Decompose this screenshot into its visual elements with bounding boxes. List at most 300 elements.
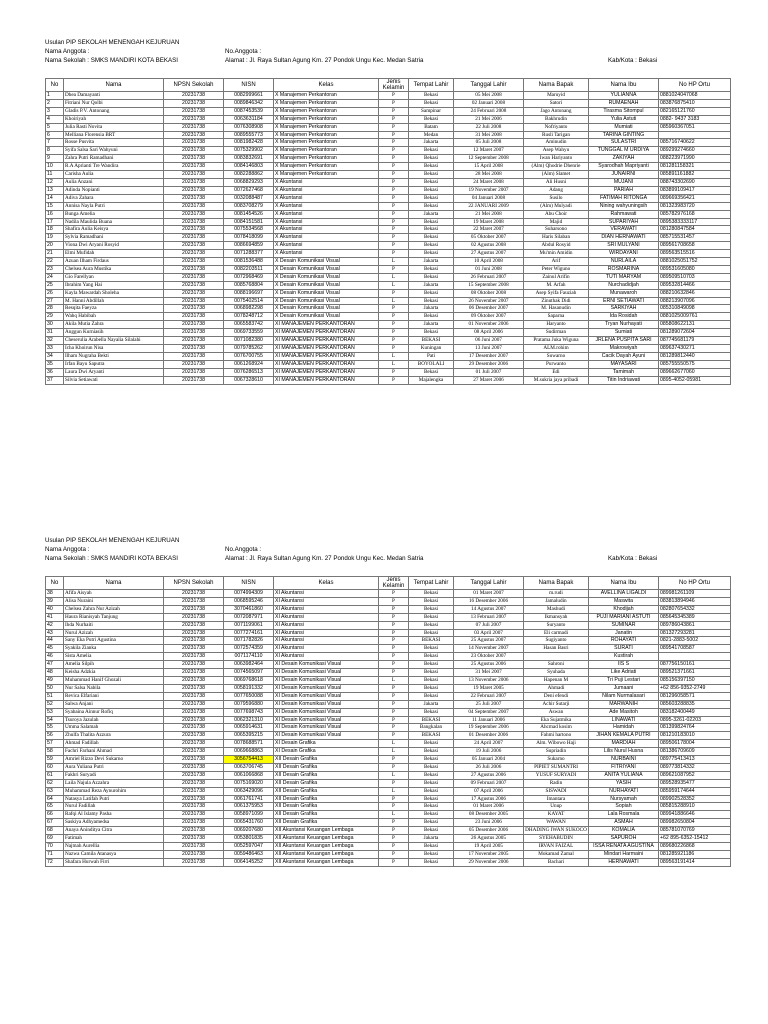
jenis-kelamin-cell: P xyxy=(379,289,409,297)
form-title: Usulan PIP SEKOLAH MENENGAH KEJURUAN xyxy=(45,537,180,544)
no-hp-cell: 085715531457 xyxy=(659,234,731,242)
nisn-cell: 0063706745 xyxy=(224,763,274,771)
npsn-cell: 20231738 xyxy=(164,155,224,163)
npsn-cell: 20231738 xyxy=(164,194,224,202)
nama-bapak-cell: Pratama Juka Wiguna xyxy=(524,337,589,345)
npsn-cell: 20231738 xyxy=(164,787,224,795)
tempat-lahir-cell: Bekasi xyxy=(409,771,454,779)
kelas-cell: XI Desain Komunikasi Visual xyxy=(274,676,379,684)
nama-cell: Anaya Aninditya Citra xyxy=(64,827,164,835)
jenis-kelamin-cell: L xyxy=(379,273,409,281)
jenis-kelamin-cell: P xyxy=(379,756,409,764)
table-row xyxy=(46,621,731,629)
nama-ibu-cell: KOMALIA xyxy=(589,827,659,835)
kelas-cell: XI Desain Komunikasi Visual xyxy=(274,732,379,740)
nama-ibu-cell: Nining wahyuningsih xyxy=(589,202,659,210)
nama-bapak-cell: Alm. Wibowo Haji xyxy=(524,740,589,748)
kelas-cell: XI MANAJEMEN PERKANTORAN xyxy=(274,345,379,353)
table-row xyxy=(46,653,731,661)
nisn-cell: 0071174110 xyxy=(224,653,274,661)
table-header-row xyxy=(46,79,731,92)
no-cell: 19 xyxy=(46,234,64,242)
no-hp-cell: 085808622131 xyxy=(659,321,731,329)
nisn-cell: 0075169020 xyxy=(224,779,274,787)
table-row xyxy=(46,629,731,637)
nama-bapak-cell: Ikmansyah xyxy=(524,613,589,621)
tanggal-lahir-cell: 24 Februari 2008 xyxy=(454,107,524,115)
tanggal-lahir-cell: 05 Oktober 2007 xyxy=(454,234,524,242)
kelas-cell: XII Desain Grafika xyxy=(274,787,379,795)
nama-anggota-label: Nama Anggota : xyxy=(45,48,90,55)
jenis-kelamin-cell: P xyxy=(379,202,409,210)
nama-bapak-cell: SYEHABUDIN xyxy=(524,835,589,843)
nama-ibu-cell: Tryan Nurhayati xyxy=(589,321,659,329)
kelas-cell: X Manajemen Perkantoran xyxy=(274,155,379,163)
tempat-lahir-cell: Bangkalan xyxy=(409,724,454,732)
nisn-cell: 0083708279 xyxy=(224,202,274,210)
tanggal-lahir-cell: 01 Juli 2007 xyxy=(454,368,524,376)
nama-ibu-cell: Tamimah xyxy=(589,368,659,376)
tempat-lahir-cell: Bekasi xyxy=(409,629,454,637)
no-hp-cell: 081281158321 xyxy=(659,163,731,171)
table-row xyxy=(46,337,731,345)
npsn-cell: 20231738 xyxy=(164,171,224,179)
nama-bapak-cell: (Alm) Mulyadi xyxy=(524,202,589,210)
nama-cell: Ihda Nurhaiti xyxy=(64,621,164,629)
kelas-cell: X Akuntansi xyxy=(274,210,379,218)
nama-ibu-cell: JIHAN KEMALA PUTRI xyxy=(589,732,659,740)
no-hp-cell: 0881024047068 xyxy=(659,92,731,100)
nisn-cell: 0083832691 xyxy=(224,155,274,163)
nama-cell: Icha Khoirun Nisa xyxy=(64,345,164,353)
tanggal-lahir-cell: 11 Januari 2006 xyxy=(454,716,524,724)
no-hp-cell: 085755550575 xyxy=(659,360,731,368)
tempat-lahir-cell: BEKASI xyxy=(409,337,454,345)
nama-ibu-cell: SUPARIYAH xyxy=(589,218,659,226)
no-cell: 4 xyxy=(46,115,64,123)
jenis-kelamin-cell: P xyxy=(379,858,409,866)
nama-ibu-cell: HERNAWATI xyxy=(589,858,659,866)
nama-cell: Nurul Fadillah xyxy=(64,803,164,811)
jenis-kelamin-cell: L xyxy=(379,297,409,305)
nama-ibu-cell: DIAN HERNAWATI xyxy=(589,234,659,242)
table-row xyxy=(46,605,731,613)
nama-bapak-cell: Deni efendi xyxy=(524,692,589,700)
kelas-cell: XII Desain Grafika xyxy=(274,756,379,764)
tempat-lahir-cell: Bekasi xyxy=(409,708,454,716)
tempat-lahir-cell: Bekasi xyxy=(409,297,454,305)
nama-ibu-cell: Rahmawati xyxy=(589,210,659,218)
nisn-cell: 0086694859 xyxy=(224,242,274,250)
tempat-lahir-cell: Pati xyxy=(409,352,454,360)
table-row xyxy=(46,202,731,210)
tanggal-lahir-cell: 14 November 2007 xyxy=(454,645,524,653)
col-nisn-header: NISN xyxy=(224,79,274,92)
tanggal-lahir-cell: 14 Agustus 2007 xyxy=(454,605,524,613)
nisn-cell: 0063631184 xyxy=(224,115,274,123)
jenis-kelamin-cell: P xyxy=(379,147,409,155)
no-hp-cell: 081399824764 xyxy=(659,724,731,732)
kelas-cell: XI Desain Komunikasi Visual xyxy=(274,669,379,677)
nama-bapak-cell: Edi xyxy=(524,368,589,376)
tempat-lahir-cell: BOYOLALI xyxy=(409,360,454,368)
nama-bapak-cell: Achir Sutarji xyxy=(524,700,589,708)
tempat-lahir-cell: Majalengka xyxy=(409,376,454,384)
table-header-row xyxy=(46,577,731,590)
nama-cell: Zahra Putri Ramadhani xyxy=(64,155,164,163)
table-row xyxy=(46,234,731,242)
nisn-cell: 0088196697 xyxy=(224,289,274,297)
no-cell: 37 xyxy=(46,376,64,384)
table-row xyxy=(46,669,731,677)
no-cell: 11 xyxy=(46,171,64,179)
col-nama-header: Nama xyxy=(64,577,164,590)
kelas-cell: X Manajemen Perkantoran xyxy=(274,99,379,107)
tempat-lahir-cell: BEKASI xyxy=(409,716,454,724)
nama-ibu-cell: Nurchadidjah xyxy=(589,281,659,289)
no-cell: 64 xyxy=(46,795,64,803)
table-row xyxy=(46,250,731,258)
nama-bapak-cell: Eka Sujatmika xyxy=(524,716,589,724)
jenis-kelamin-cell: P xyxy=(379,613,409,621)
npsn-cell: 20231738 xyxy=(164,163,224,171)
table-row xyxy=(46,289,731,297)
nama-ibu-cell: MAYASARI xyxy=(589,360,659,368)
tanggal-lahir-cell: 02 Agustus 2008 xyxy=(454,242,524,250)
table-row xyxy=(46,210,731,218)
kelas-cell: X Desain Komunikasi Visual xyxy=(274,289,379,297)
jenis-kelamin-cell: P xyxy=(379,850,409,858)
tanggal-lahir-cell: 04 Januari 2008 xyxy=(454,194,524,202)
tanggal-lahir-cell: 29 November 2006 xyxy=(454,858,524,866)
table-row xyxy=(46,708,731,716)
nama-cell: Cheserulia Arabella Nayalia Silalahi xyxy=(64,337,164,345)
no-hp-cell: 081327293281 xyxy=(659,629,731,637)
npsn-cell: 20231738 xyxy=(164,637,224,645)
nama-bapak-cell: Zinuthak Didi xyxy=(524,297,589,305)
no-hp-cell: 085782976168 xyxy=(659,210,731,218)
tanggal-lahir-cell: 25 Agustus 2007 xyxy=(454,637,524,645)
jenis-kelamin-cell: P xyxy=(379,724,409,732)
npsn-cell: 20231738 xyxy=(164,250,224,258)
nama-cell: Carisha Aulia xyxy=(64,171,164,179)
no-cell: 34 xyxy=(46,352,64,360)
npsn-cell: 20231738 xyxy=(164,99,224,107)
nisn-cell: 0077650088 xyxy=(224,692,274,700)
table-row xyxy=(46,352,731,360)
col-no-header: No xyxy=(46,577,64,590)
no-cell: 52 xyxy=(46,700,64,708)
tanggal-lahir-cell: 03 April 2007 xyxy=(454,629,524,637)
npsn-cell: 20231738 xyxy=(164,827,224,835)
nisn-cell: 0062321310 xyxy=(224,716,274,724)
jenis-kelamin-cell: P xyxy=(379,107,409,115)
npsn-cell: 20231738 xyxy=(164,661,224,669)
nama-bapak-cell: Asep Syifa Fauziah xyxy=(524,289,589,297)
tempat-lahir-cell: Bekasi xyxy=(409,858,454,866)
jenis-kelamin-cell: P xyxy=(379,597,409,605)
tempat-lahir-cell: Bekasi xyxy=(409,653,454,661)
nama-cell: Adiva Zahara xyxy=(64,194,164,202)
tempat-lahir-cell: Bekasi xyxy=(409,147,454,155)
no-hp-cell: 089786043861 xyxy=(659,621,731,629)
npsn-cell: 20231738 xyxy=(164,297,224,305)
jenis-kelamin-cell: L xyxy=(379,771,409,779)
nama-ibu-cell: WIRDAYANI xyxy=(589,250,659,258)
table-row xyxy=(46,637,731,645)
nama-cell: Chelsea Aura Mustika xyxy=(64,265,164,273)
no-cell: 24 xyxy=(46,273,64,281)
no-cell: 72 xyxy=(46,858,64,866)
no-cell: 28 xyxy=(46,305,64,313)
tempat-lahir-cell: Bekasi xyxy=(409,115,454,123)
tempat-lahir-cell: Batam xyxy=(409,123,454,131)
no-cell: 61 xyxy=(46,771,64,779)
npsn-cell: 20231738 xyxy=(164,716,224,724)
kelas-cell: X Manajemen Perkantoran xyxy=(274,163,379,171)
no-cell: 31 xyxy=(46,329,64,337)
nisn-cell: 0082288862 xyxy=(224,171,274,179)
tanggal-lahir-cell: 07 April 2006 xyxy=(454,787,524,795)
nisn-cell: 0089846342 xyxy=(224,99,274,107)
tempat-lahir-cell: Bekasi xyxy=(409,242,454,250)
nama-ibu-cell: Kustirah xyxy=(589,653,659,661)
kelas-cell: X Akuntansi xyxy=(274,194,379,202)
nisn-cell: 0065583742 xyxy=(224,321,274,329)
no-cell: 38 xyxy=(46,590,64,598)
nisn-cell: 0064145252 xyxy=(224,858,274,866)
no-cell: 1 xyxy=(46,92,64,100)
nama-cell: Nazwa Camila Atanasya xyxy=(64,850,164,858)
no-hp-cell: 089563515516 xyxy=(659,250,731,258)
nama-ibu-cell: FITRIYANI xyxy=(589,763,659,771)
jenis-kelamin-cell: P xyxy=(379,139,409,147)
table-row xyxy=(46,843,731,851)
col-no-hp-header: No HP Ortu xyxy=(659,577,731,590)
tempat-lahir-cell: Bekasi xyxy=(409,605,454,613)
no-hp-cell: 081386709609 xyxy=(659,748,731,756)
nama-cell: Dhea Damayanti xyxy=(64,92,164,100)
tempat-lahir-cell: Bekasi xyxy=(409,669,454,677)
nisn-cell: 0085768804 xyxy=(224,281,274,289)
nisn-cell: 0065914631 xyxy=(224,724,274,732)
table-row xyxy=(46,645,731,653)
nama-sekolah-label: Nama Sekolah : SMKS MANDIRI KOTA BEKASI xyxy=(45,57,178,64)
nisn-cell: 0069207680 xyxy=(224,827,274,835)
table-row xyxy=(46,779,731,787)
npsn-cell: 20231738 xyxy=(164,360,224,368)
npsn-cell: 20231738 xyxy=(164,305,224,313)
tanggal-lahir-cell: 21 Mei 2006 xyxy=(454,115,524,123)
nama-ibu-cell: ASMAH xyxy=(589,819,659,827)
nisn-cell: 0072087971 xyxy=(224,613,274,621)
jenis-kelamin-cell: P xyxy=(379,305,409,313)
kelas-cell: XII Desain Grafika xyxy=(274,803,379,811)
nama-bapak-cell: Unup xyxy=(524,803,589,811)
jenis-kelamin-cell: P xyxy=(379,803,409,811)
npsn-cell: 20231738 xyxy=(164,376,224,384)
table-row xyxy=(46,305,731,313)
nisn-cell: 0071082380 xyxy=(224,337,274,345)
no-hp-cell: 085603288835 xyxy=(659,700,731,708)
nisn-cell: 0075534568 xyxy=(224,226,274,234)
npsn-cell: 20231738 xyxy=(164,748,224,756)
tempat-lahir-cell: Bekasi xyxy=(409,597,454,605)
no-hp-cell: 089563191414 xyxy=(659,858,731,866)
table-row xyxy=(46,360,731,368)
nisn-cell: 0067328610 xyxy=(224,376,274,384)
nama-ibu-cell: Hamidah xyxy=(589,724,659,732)
nama-bapak-cell: Ahcmad kosim xyxy=(524,724,589,732)
nama-bapak-cell: Ahmadi xyxy=(524,684,589,692)
no-hp-cell: 089561708658 xyxy=(659,242,731,250)
npsn-cell: 20231738 xyxy=(164,218,224,226)
nama-ibu-cell: Lala Rosmala xyxy=(589,811,659,819)
no-hp-cell: 089981261109 xyxy=(659,590,731,598)
nama-bapak-cell: Sudirman xyxy=(524,329,589,337)
npsn-cell: 20231738 xyxy=(164,178,224,186)
nama-bapak-cell: M.sukria jaya pribadi xyxy=(524,376,589,384)
nama-cell: R.A Aprianti Tre Wandira xyxy=(64,163,164,171)
table-row xyxy=(46,273,731,281)
no-hp-cell: 089521371661 xyxy=(659,669,731,677)
tanggal-lahir-cell: 09 Oktober 2007 xyxy=(454,313,524,321)
table-row xyxy=(46,186,731,194)
no-cell: 5 xyxy=(46,123,64,131)
nama-bapak-cell: Abu Choir xyxy=(524,210,589,218)
tempat-lahir-cell: Bekasi xyxy=(409,748,454,756)
npsn-cell: 20231738 xyxy=(164,732,224,740)
nisn-cell: 0078248712 xyxy=(224,313,274,321)
no-hp-cell: 082165121760 xyxy=(659,107,731,115)
tempat-lahir-cell: Bekasi xyxy=(409,645,454,653)
tanggal-lahir-cell: 31 Mei 2007 xyxy=(454,669,524,677)
jenis-kelamin-cell: P xyxy=(379,265,409,273)
kelas-cell: X Akuntansi xyxy=(274,250,379,258)
tanggal-lahir-cell: 31 Mei 2008 xyxy=(454,131,524,139)
nama-cell: Tsuroya Jazulah xyxy=(64,716,164,724)
nama-ibu-cell: TUNGGAL M URDIYA xyxy=(589,147,659,155)
npsn-cell: 20231738 xyxy=(164,329,224,337)
jenis-kelamin-cell: P xyxy=(379,669,409,677)
npsn-cell: 20231738 xyxy=(164,771,224,779)
kelas-cell: X Desain Komunikasi Visual xyxy=(274,305,379,313)
tanggal-lahir-cell: 22 Juli 2008 xyxy=(454,123,524,131)
tanggal-lahir-cell: 19 November 2007 xyxy=(454,186,524,194)
table-row xyxy=(46,92,731,100)
jenis-kelamin-cell: L xyxy=(379,787,409,795)
tempat-lahir-cell: Bekasi xyxy=(409,186,454,194)
tempat-lahir-cell: Bekasi xyxy=(409,795,454,803)
tanggal-lahir-cell: 07 Juli 2007 xyxy=(454,621,524,629)
nama-cell: M. Hanni Abdillah xyxy=(64,297,164,305)
jenis-kelamin-cell: P xyxy=(379,716,409,724)
nisn-cell: 0084151581 xyxy=(224,218,274,226)
nama-ibu-cell: TARINA GINTING xyxy=(589,131,659,139)
nama-ibu-cell: Titin Indriawati xyxy=(589,376,659,384)
no-hp-cell: 085310849098 xyxy=(659,305,731,313)
no-hp-cell: 089775413413 xyxy=(659,756,731,764)
tempat-lahir-cell: Bekasi xyxy=(409,163,454,171)
npsn-cell: 20231738 xyxy=(164,234,224,242)
kelas-cell: X Akuntansi xyxy=(274,226,379,234)
no-cell: 26 xyxy=(46,289,64,297)
nisn-cell: 0059486463 xyxy=(224,850,274,858)
nama-bapak-cell: M. Hasanudin xyxy=(524,305,589,313)
jenis-kelamin-cell: P xyxy=(379,337,409,345)
nama-bapak-cell: Haryanto xyxy=(524,321,589,329)
tempat-lahir-cell: Bekasi xyxy=(409,194,454,202)
no-cell: 8 xyxy=(46,147,64,155)
npsn-cell: 20231738 xyxy=(164,613,224,621)
tanggal-lahir-cell: 19 Maret 2005 xyxy=(454,684,524,692)
nama-cell: Keisha Adzkia xyxy=(64,669,164,677)
nisn-cell: 0072627468 xyxy=(224,186,274,194)
npsn-cell: 20231738 xyxy=(164,605,224,613)
tanggal-lahir-cell: 01 Juni 2008 xyxy=(454,265,524,273)
kelas-cell: XI Akuntansi xyxy=(274,613,379,621)
no-cell: 60 xyxy=(46,763,64,771)
nama-cell: Aulia Anzani xyxy=(64,178,164,186)
nisn-cell: 0071199061 xyxy=(224,621,274,629)
no-cell: 44 xyxy=(46,637,64,645)
no-cell: 39 xyxy=(46,597,64,605)
kelas-cell: XI MANAJEMEN PERKANTORAN xyxy=(274,360,379,368)
nama-bapak-cell: m.rudi xyxy=(524,590,589,598)
nama-ibu-cell: SULASTRI xyxy=(589,139,659,147)
kelas-cell: XI MANAJEMEN PERKANTORAN xyxy=(274,329,379,337)
nama-cell: Amriel Rizzo Devi Sukarno xyxy=(64,756,164,764)
no-hp-cell: 088223971990 xyxy=(659,155,731,163)
nisn-cell: 0079785262 xyxy=(224,345,274,353)
tanggal-lahir-cell: 05 Mei 2008 xyxy=(454,92,524,100)
col-nama-ibu-header: Nama Ibu xyxy=(589,79,659,92)
col-npsn-header: NPSN Sekolah xyxy=(164,79,224,92)
nisn-cell: 0081454526 xyxy=(224,210,274,218)
no-hp-cell: 081296058571 xyxy=(659,692,731,700)
no-hp-cell: 089509510703 xyxy=(659,273,731,281)
jenis-kelamin-cell: P xyxy=(379,779,409,787)
kelas-cell: XII Akuntansi Keuangan Lembaga xyxy=(274,843,379,851)
no-hp-cell: 081285921186 xyxy=(659,850,731,858)
nama-cell: Annisa Nayla Putri xyxy=(64,202,164,210)
no-hp-cell: 089902528352 xyxy=(659,795,731,803)
jenis-kelamin-cell: P xyxy=(379,605,409,613)
no-hp-cell: 088213907096 xyxy=(659,297,731,305)
npsn-cell: 20231738 xyxy=(164,210,224,218)
npsn-cell: 20231738 xyxy=(164,850,224,858)
nama-ibu-cell: Mindari Harmaini xyxy=(589,850,659,858)
nama-bapak-cell: Hasan Basri xyxy=(524,645,589,653)
npsn-cell: 20231738 xyxy=(164,352,224,360)
jenis-kelamin-cell: P xyxy=(379,700,409,708)
no-cell: 32 xyxy=(46,337,64,345)
nama-cell: Aura Yuliana Putri xyxy=(64,763,164,771)
tempat-lahir-cell: Bekasi xyxy=(409,740,454,748)
tanggal-lahir-cell: 23 Juni 2006 xyxy=(454,819,524,827)
no-hp-cell: 085156397150 xyxy=(659,676,731,684)
kelas-cell: X Akuntansi xyxy=(274,242,379,250)
no-hp-cell: 0895-4052-05981 xyxy=(659,376,731,384)
npsn-cell: 20231738 xyxy=(164,700,224,708)
tanggal-lahir-cell: 22 Februari 2007 xyxy=(454,692,524,700)
nama-bapak-cell: Imantara xyxy=(524,795,589,803)
nama-cell: Silvia Setiawati xyxy=(64,376,164,384)
jenis-kelamin-cell: P xyxy=(379,827,409,835)
no-hp-cell: 089941886646 xyxy=(659,811,731,819)
nama-bapak-cell: SISWADI xyxy=(524,787,589,795)
jenis-kelamin-cell: P xyxy=(379,163,409,171)
